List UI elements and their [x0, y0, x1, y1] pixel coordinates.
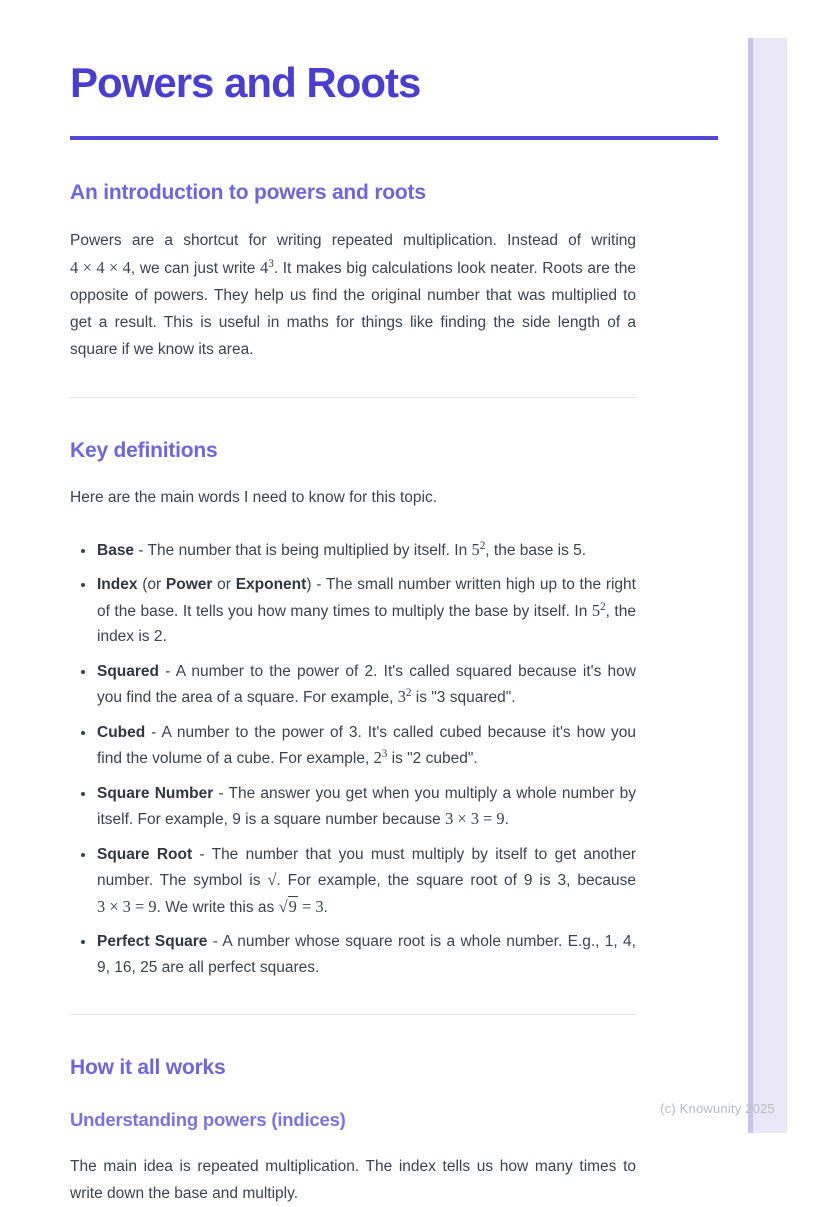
definition-item: • Base - The number that is being multiplied by itself. In $5^2$, the base is 5. — [96, 537, 636, 564]
document-page — [70, 0, 636, 1207]
section-heading-intro: An introduction to powers and roots — [70, 181, 426, 205]
subsection-heading-powers: Understanding powers (indices) — [70, 1109, 346, 1131]
page-title: Powers and Roots — [70, 59, 421, 106]
definition-item: • Perfect Square - A number whose square root is a whole number. E.g., 1, 4, 9, 16, 25 are all perfect squares. — [96, 929, 636, 980]
how-paragraph: The main idea is repeated multiplication. The index tells us how many times to write down the base and multiply. — [70, 1157, 636, 1202]
title-rule — [70, 136, 718, 140]
section-divider — [70, 1014, 636, 1015]
section-divider — [70, 397, 636, 398]
definition-item: • Square Number - The answer you get when you multiply a whole number by itself. For example, 9 is a square number because 3 × 3 = 9. — [96, 781, 636, 833]
definitions-lead: Here are the main words I need to know for this topic. — [70, 488, 438, 506]
watermark: (c) Knowunity 2025 — [660, 1101, 775, 1116]
section-heading-definitions: Key definitions — [70, 438, 218, 462]
side-accent-bar — [748, 38, 787, 1133]
definition-item: • Squared - A number to the power of 2. It's called squared because it's how you find the area of a square. For example, $3^2$ is "3 squared". — [96, 659, 636, 711]
definition-item: • Cubed - A number to the power of 3. It's called cubed because it's how you find the volume of a cube. For example, $2^3$ is "2 cubed". — [96, 720, 636, 772]
intro-paragraph: Powers are a shortcut for writing repeated multiplication. Instead of writing 4 × 4 × 4, we can just write $4^3$. It makes big calculations look neater. Roots are the opposite of powers. They help us find the original number that was multiplied to get a result. This is useful in maths for things like finding the side length of a square if we know its area. — [70, 231, 637, 358]
definitions-list — [70, 537, 636, 981]
definition-item: • Square Root - The number that you must multiply by itself to get another number. The symbol is √. For example, the square root of 9 is 3, because 3 × 3 = 9. We write this as √9 = 3. — [96, 842, 636, 921]
section-heading-how: How it all works — [70, 1056, 226, 1080]
definition-item: • Index (or Power or Exponent) - The small number written high up to the right of the base. It tells you how many times to multiply the base by itself. In $5^2$, the index is 2. — [96, 572, 636, 650]
